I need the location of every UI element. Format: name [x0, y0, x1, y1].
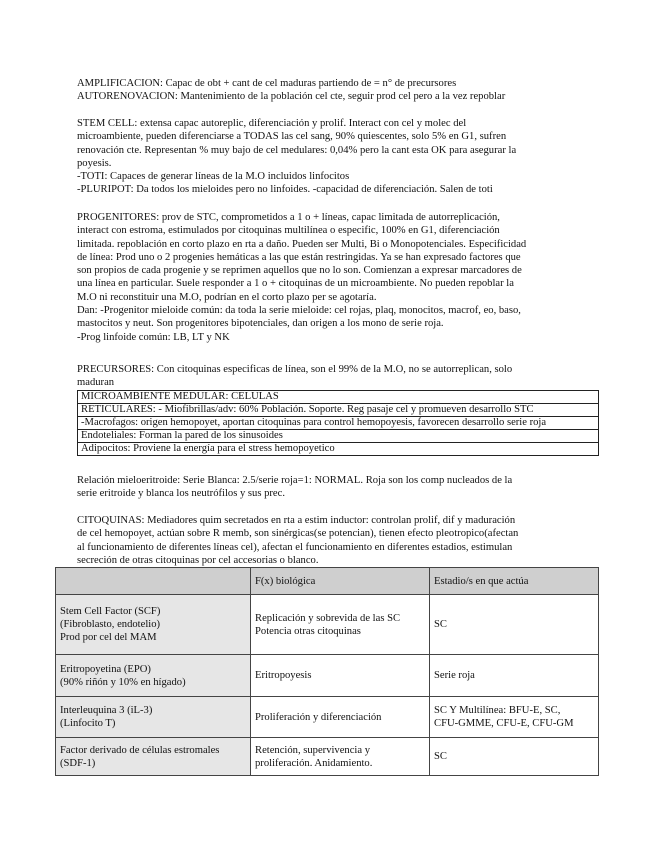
table-cell	[56, 655, 251, 697]
table-cell	[56, 738, 251, 776]
table-cell	[251, 655, 430, 697]
cell-line: Replicación y sobrevida de las SC	[255, 612, 401, 624]
table-header-row	[56, 568, 599, 595]
microambiente-row: Endoteliales: Forman la pared de los sinusoides	[78, 430, 599, 443]
microambiente-box	[77, 390, 599, 456]
text-line: mastocitos y neut. Son progenitores bipotenciales, dan origen a los mono de serie roja.	[77, 318, 444, 330]
cell-line: CFU-GMME, CFU-E, CFU-GM	[434, 718, 574, 729]
table-cell	[56, 697, 251, 738]
table-cell	[251, 697, 430, 738]
table-cell	[430, 655, 599, 697]
text-line: microambiente, pueden diferenciarse a TODAS las cel sang, 90% quiescentes, solo 5% en G1, sufren	[77, 131, 507, 143]
cell-line: Eritropoyesis	[255, 670, 312, 681]
text-line: secreción de otras citoquinas por cel accesorias o blanco.	[77, 554, 319, 566]
paragraph-amplificacion	[77, 77, 607, 104]
text-line: M.O ni reconstituir una M.O, podrían en el corto plazo per se agotaría.	[77, 291, 377, 303]
text-line: Dan: -Progenitor mieloide común: da toda la serie mieloide: cel rojas, plaq, monocitos, macrof, eo, baso,	[77, 305, 521, 317]
table-cell	[251, 595, 430, 655]
table-cell	[430, 697, 599, 738]
cell-line: Interleuquina 3 (iL-3)	[60, 705, 153, 716]
table-cell	[251, 738, 430, 776]
table-cell	[56, 595, 251, 655]
cell-line: (Linfocito T)	[60, 718, 116, 729]
cell-line: Potencia otras citoquinas	[255, 625, 361, 637]
text-line: maduran	[77, 377, 115, 389]
paragraph-stem-cell	[77, 117, 607, 197]
citoquinas-table	[55, 567, 599, 776]
text-line: serie eritroide y blanca los neutrófilos y sus prec.	[77, 488, 285, 500]
cell-line: Factor derivado de células estromales	[60, 744, 220, 756]
table-row	[56, 655, 599, 697]
cell-line: Prod por cel del MAM	[60, 632, 157, 643]
cell-line: (SDF-1)	[60, 757, 96, 769]
table-cell	[430, 595, 599, 655]
paragraph-citoquinas	[77, 514, 607, 567]
microambiente-row: RETICULARES: - Miofibrillas/adv: 60% Población. Soporte. Reg pasaje cel y promueven desarrollo STC	[78, 404, 599, 417]
text-line: STEM CELL: extensa capac autoreplic, diferenciación y prolif. Interact con cel y molec del	[77, 118, 467, 129]
paragraph-progenitores	[77, 211, 607, 344]
microambiente-row: MICROAMBIENTE MEDULAR: CELULAS	[78, 391, 599, 404]
text-line: -PLURIPOT: Da todos los mieloides pero no linfoides. -capacidad de diferenciación. Salen de toti	[77, 184, 493, 196]
text-line: de línea: Prod uno o 2 progenies hemáticas a las que están restringidas. Ya se han expresado factores que	[77, 251, 521, 263]
text-line: limitada. repoblación en corto plazo en rta a daño. Pueden ser Multi, Bi o Monopotenciales. Especificidad	[77, 238, 527, 250]
cell-line: SC	[434, 619, 447, 630]
cell-line: (90% riñón y 10% en hígado)	[60, 676, 186, 688]
text-line: de cel hemopoyet, actúan sobre R memb, son sinérgicas(se potencian), tienen efecto pleotropico(afectan	[77, 528, 519, 540]
text-line: PROGENITORES: prov de STC, comprometidos a 1 o + líneas, capac limitada de autorreplicación,	[77, 212, 500, 223]
microambiente-row: -Macrofagos: origen hemopoyet, aportan citoquinas para control hemopoyesis, favorecen desarrollo serie roja	[78, 417, 599, 430]
cell-line: Eritropoyetina (EPO)	[60, 663, 151, 675]
cell-line: Stem Cell Factor (SCF)	[60, 606, 161, 617]
text-line: -Prog linfoide común: LB, LT y NK	[77, 331, 230, 343]
text-line: poyesis.	[77, 157, 112, 169]
cell-line: proliferación. Anidamiento.	[255, 757, 373, 769]
table-header-cell: Estadio/s en que actúa	[430, 568, 599, 595]
paragraph-precursores	[77, 363, 607, 390]
cell-line: SC	[434, 751, 447, 762]
paragraph-relacion	[77, 474, 607, 501]
table-row	[56, 697, 599, 738]
text-line: una línea en particular. Suele responder a 1 o + citoquinas de un microambiente. No pueden repoblar la	[77, 278, 514, 290]
text-line: AMPLIFICACION: Capac de obt + cant de cel maduras partiendo de = n° de precursores	[77, 78, 457, 89]
cell-line: (Fibroblasto, endotelio)	[60, 619, 161, 630]
text-line: interact con estroma, estimulados por citoquinas multilínea o especific, 100% en G1, diferenciación	[77, 225, 500, 237]
text-line: AUTORENOVACION: Mantenimiento de la población cel cte, seguir prod cel pero a la vez repoblar	[77, 91, 506, 103]
text-line: PRECURSORES: Con citoquinas especificas de línea, son el 99% de la M.O, no se autorreplican, solo	[77, 364, 513, 375]
text-line: -TOTI: Capaces de generar líneas de la M.O incluidos linfocitos	[77, 171, 350, 183]
text-line: son propios de cada progenie y se reprimen aquellos que no lo son. Comienzan a expresar marcadores de	[77, 265, 522, 277]
cell-line: Serie roja	[434, 670, 475, 681]
text-line: renovación cte. Representan % muy bajo de cel medulares: 0,04% pero la cant esta OK para asegurar la	[77, 144, 517, 156]
cell-line: SC Y Multilínea: BFU-E, SC,	[434, 705, 561, 716]
microambiente-row: Adipocitos: Proviene la energía para el stress hemopoyetico	[78, 443, 599, 456]
table-row	[56, 738, 599, 776]
cell-line: Proliferación y diferenciación	[255, 711, 382, 723]
text-line: Relación mieloeritroide: Serie Blanca: 2.5/serie roja=1: NORMAL. Roja son los comp nucleados de la	[77, 475, 513, 486]
table-header-cell: F(x) biológica	[251, 568, 430, 595]
table-header-cell	[56, 568, 251, 595]
cell-line: Retención, supervivencia y	[255, 744, 371, 756]
table-cell	[430, 738, 599, 776]
text-line: al funcionamiento de diferentes líneas cel), afectan el funcionamiento en diferentes estadios, estimulan	[77, 541, 513, 553]
table-row	[56, 595, 599, 655]
text-line: CITOQUINAS: Mediadores quim secretados en rta a estim inductor: controlan prolif, dif y maduración	[77, 515, 516, 526]
